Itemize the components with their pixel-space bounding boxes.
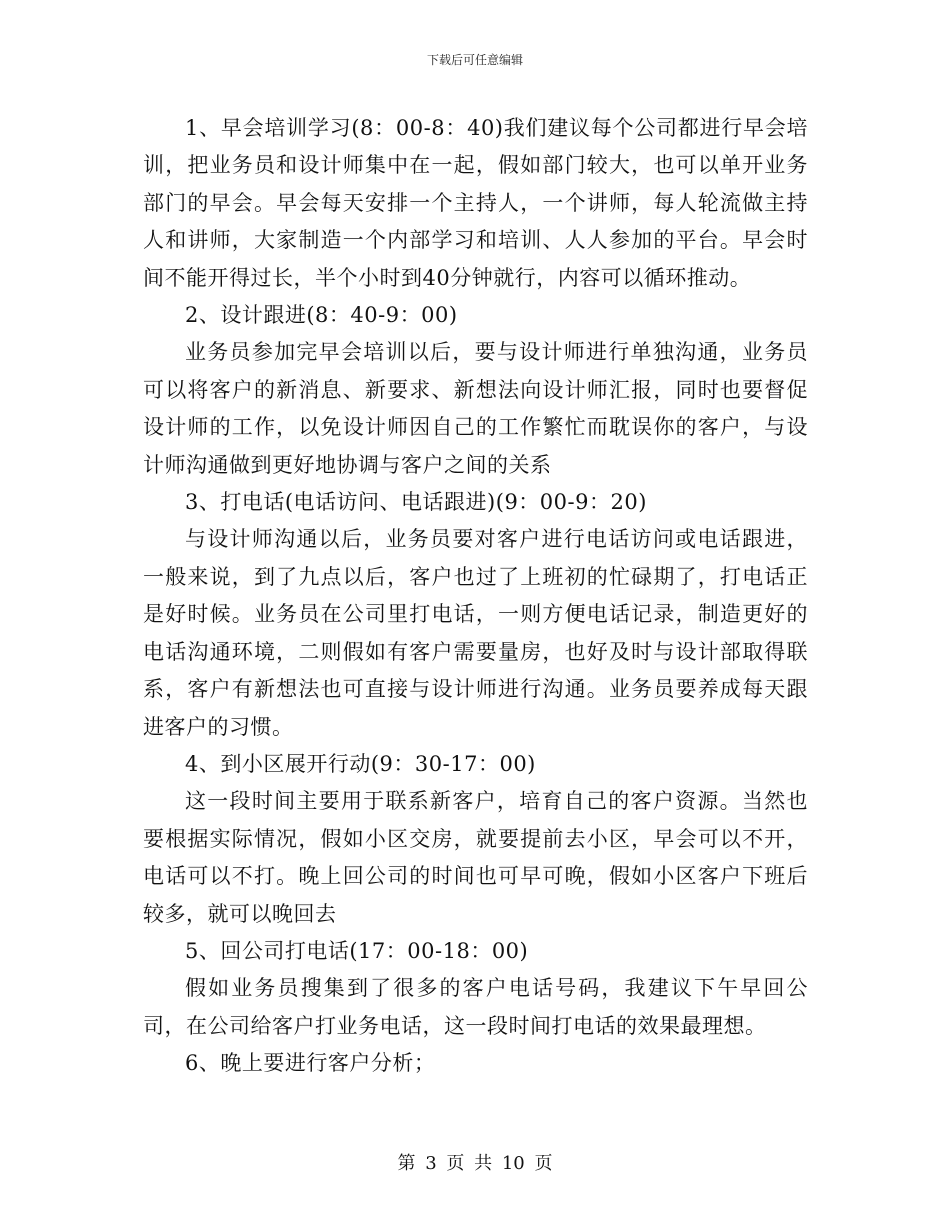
page-number: 第 3 页 共 10 页: [397, 1153, 553, 1174]
paragraph-community-action: 这一段时间主要用于联系新客户，培育自己的客户资源。当然也要根据实际情况，假如小区交房，就要提前去小区，早会可以不开，电话可以不打。晚上回公司的时间也可早可晚，假如小区客户下班后较多，就可以晚回去: [143, 789, 808, 926]
page-header: 下载后可任意编辑: [426, 53, 523, 67]
heading-community-action: 4、到小区展开行动(9：30-17：00): [185, 751, 536, 776]
heading-design-followup: 2、设计跟进(8：40-9：00): [185, 303, 458, 328]
heading-return-calls: 5、回公司打电话(17：00-18：00): [185, 938, 529, 963]
heading-evening-analysis: 6、晚上要进行客户分析；: [185, 1051, 436, 1076]
heading-phone-calls: 3、打电话(电话访问、电话跟进)(9：00-9：20): [185, 490, 647, 515]
paragraph-return-calls: 假如业务员搜集到了很多的客户电话号码，我建议下午早回公司，在公司给客户打业务电话，这一段时间打电话的效果最理想。: [143, 976, 808, 1038]
paragraph-design-followup: 业务员参加完早会培训以后，要与设计师进行单独沟通，业务员可以将客户的新消息、新要求、新想法向设计师汇报，同时也要督促设计师的工作，以免设计师因自己的工作繁忙而耽误你的客户，与设计师沟通做到更好地协调与客户之间的关系: [143, 340, 808, 477]
document-body: [143, 110, 808, 1083]
paragraph-morning-training: 1、早会培训学习(8：00-8：40)我们建议每个公司都进行早会培训，把业务员和设计师集中在一起，假如部门较大，也可以单开业务部门的早会。早会每天安排一个主持人，一个讲师，每人轮流做主持人和讲师，大家制造一个内部学习和培训、人人参加的平台。早会时间不能开得过长，半个小时到40分钟就行，内容可以循环推动。: [143, 116, 808, 290]
paragraph-phone-calls: 与设计师沟通以后，业务员要对客户进行电话访问或电话跟进，一般来说，到了九点以后，客户也过了上班初的忙碌期了，打电话正是好时候。业务员在公司里打电话，一则方便电话记录，制造更好的电话沟通环境，二则假如有客户需要量房，也好及时与设计部取得联系，客户有新想法也可直接与设计师进行沟通。业务员要养成每天跟进客户的习惯。: [143, 527, 808, 739]
